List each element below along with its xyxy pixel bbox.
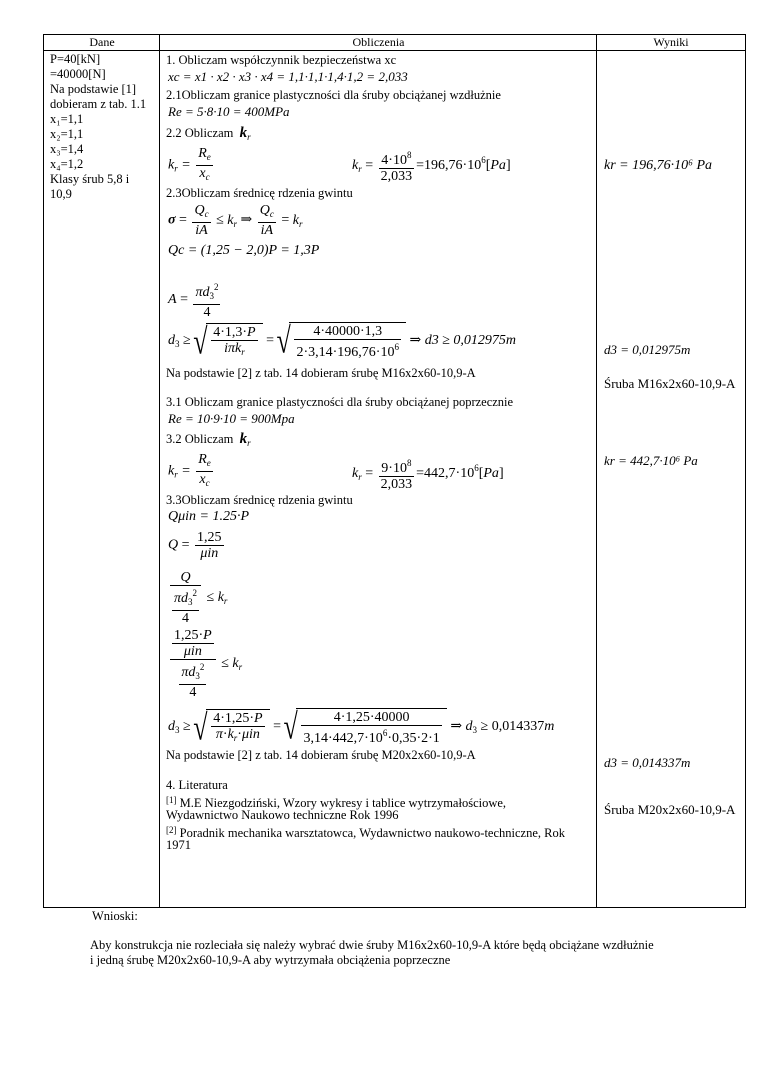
literature-heading: 4. Literatura [166,778,228,792]
step-1-equation: xc = x1 · x2 · x3 · x4 = 1,1·1,1·1,4·1,2 = 2,033 [168,69,408,84]
dane-line: Klasy śrub 5,8 i [50,172,130,186]
step-2-3-choice: Na podstawie [2] z tab. 14 dobieram śrubę M16x2x60-10,9-A [166,366,476,380]
dane-line: x₁=1,1 [50,112,84,126]
d3-2-formula: $d_3$ ≥ √ 4·1,25·P $\pi\cdot k_r\cdot\mu in$ = √ $\frac{4\cdot 1,25\cdot 40000}{3,14\cdot 442,7\cdot 10^6\cdot 0,35\cdot 2\cdot 1}$ ⇒ $d_3 \ge 0,014337m$ [168,708,554,746]
d3-1-formula: $d_3$ ≥ √ 4·1,3·P iπk$_r$ = √ $\frac{4\cdot 40000\cdot 1,3}{2\cdot 3,14\cdot 196,76\cdot 10^6}$ ⇒ d3 ≥ 0,012975m [168,322,516,360]
step-2-1-equation: Re = 5·8·10 = 400MPa [168,104,290,119]
conclusions-line-1: Aby konstrukcja nie rozleciała się należy wybrać dwie śruby M16x2x60-10,9-A które będą obciążane wzdłużnie [90,938,654,952]
result-d3-1: d3 = 0,012975m [604,342,691,357]
dane-line: 10,9 [50,187,72,201]
literature-ref-2 [166,823,565,841]
ref-2-text: Poradnik mechanika warsztatowca, Wydawnictwo naukowo-techniczne, Rok [179,826,565,840]
dane-line: x₂=1,1 [50,127,84,141]
dane-line: x₄=1,2 [50,157,84,171]
kr-definition-formula: $k_r$ = $\frac{R_e}{x_c}$ [168,146,211,182]
result-sruba-1: Śruba M16x2x60-10,9-A [604,376,736,391]
q-formula: Q = 1,25 μin [168,530,222,561]
header-dane: Dane [44,35,160,51]
step-3-2-label: 3.2 Obliczam [166,432,234,446]
kr-2-numerator: 9·10 [381,461,407,476]
step-3-3-choice: Na podstawie [2] z tab. 14 dobieram śrubę M20x2x60-10,9-A [166,748,476,762]
result-sruba-2: Śruba M20x2x60-10,9-A [604,802,736,817]
q-mu-equation: Qμin = 1.25·P [168,509,250,524]
literature-ref-1-cont: Wydawnictwo Naukowo techniczne Rok 1996 [166,808,399,822]
step-2-1-heading: 2.1Obliczam granice plastyczności dla śruby obciążanej wzdłużnie [166,88,501,102]
dane-line: P=40[kN] [50,52,101,66]
ref-2-marker: [2] [166,825,177,835]
d3-1-result: ⇒ d3 ≥ 0,012975m [409,333,517,349]
p-condition-formula: 1,25·P μin $\frac{\pi d_3^2}{4}$ ≤ $k_r$ [168,628,242,700]
step-3-1-heading: 3.1 Obliczam granice plastyczności dla śruby obciążanej poprzecznie [166,395,514,409]
ref-1-text: M.E Niezgodziński, Wzory wykresy i tablice wytrzymałościowe, [179,796,507,810]
dane-line: =40000[N] [50,67,106,81]
step-1-heading: 1. Obliczam współczynnik bezpieczeństwa xc [166,53,397,67]
result-d3-2: d3 = 0,014337m [604,755,691,770]
step-2-2-heading: 2.2 Obliczam $k_r$ [166,125,251,142]
header-wyniki: Wyniki [597,35,745,51]
result-kr-2: kr = 442,7·10⁶ Pa [604,453,698,468]
kr-2-calculation: $k_r$ = $\frac{9\cdot 10^8}{2,033}$ $=442,7\cdot 10^6[Pa]$ [352,458,504,492]
qc-equation: Qc = (1,25 − 2,0)P = 1,3P [168,243,320,258]
step-3-1-equation: Re = 10·9·10 = 900Mpa [168,411,295,426]
kr-1-result: =196,76·10 [416,158,482,174]
step-3-3-heading: 3.3Obliczam średnicę rdzenia gwintu [166,493,353,507]
q-condition-formula: $\frac{Q}{\frac{\pi d_3^2}{4}}$ ≤ $k_r$ [168,570,227,626]
column-divider [159,35,160,907]
column-divider [596,35,597,907]
dane-line: dobieram z tab. 1.1 [50,97,147,111]
kr-1-denominator: 2,033 [380,169,413,184]
step-2-3-heading: 2.3Obliczam średnicę rdzenia gwintu [166,186,353,200]
result-kr-1: kr = 196,76·10⁶ Pa [604,158,713,173]
step-3-2-heading: 3.2 Obliczam $k_r$ [166,431,251,448]
dane-line: x₃=1,4 [50,142,84,156]
kr-2-result: =442,7·10 [416,466,475,482]
kr-1-calculation: $k_r$ = $\frac{4\cdot 10^8}{2,033}$ $=196,76\cdot 10^6[Pa]$ [352,150,511,184]
kr-2-denominator: 2,033 [380,477,413,492]
ref-1-marker: [1] [166,795,177,805]
literature-ref-2-cont: 1971 [166,838,191,852]
step-2-2-label: 2.2 Obliczam [166,126,234,140]
conclusions-line-2: i jedną śrubę M20x2x60-10,9-A aby wytrzymała obciążenia poprzeczne [90,953,451,967]
dane-line: Na podstawie [1] [50,82,137,96]
header-obliczenia: Obliczenia [160,35,597,51]
area-formula: A = $\frac{\pi d_3^2}{4}$ [168,282,219,320]
kr-definition-formula-2: $k_r$ = $\frac{R_e}{x_c}$ [168,452,211,488]
sigma-condition-formula: σ = $\frac{Q_c}{iA}$ ≤ $k_r$ ⇒ $\frac{Q_c}{iA}$ = $k_r$ [168,203,303,238]
kr-1-numerator: 4·10 [381,153,407,168]
conclusions-title: Wnioski: [92,909,138,923]
